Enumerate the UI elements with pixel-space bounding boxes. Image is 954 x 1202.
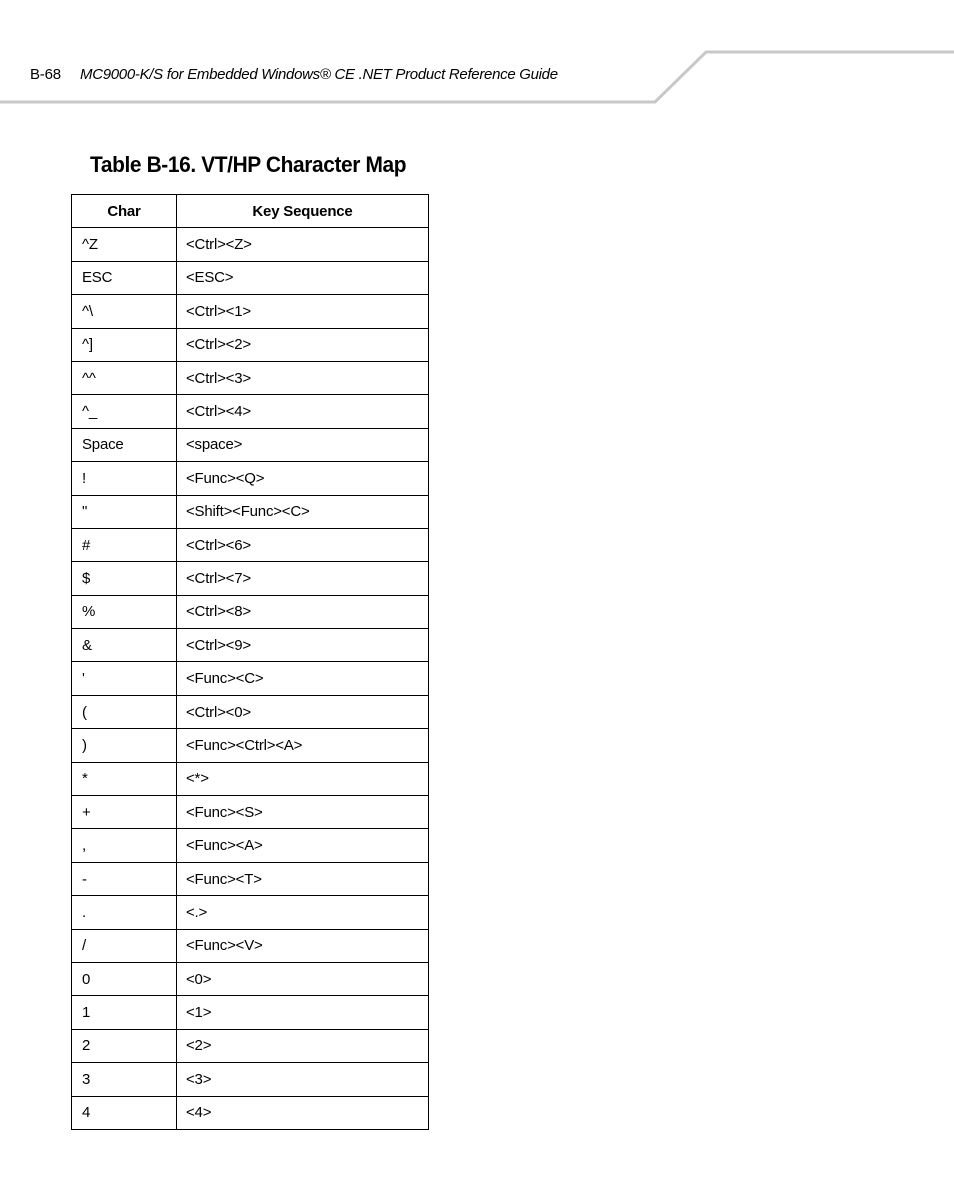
table-row [72,1063,429,1096]
char-cell: Space [72,428,177,461]
table-row [72,729,429,762]
key-sequence-cell: <1> [177,996,429,1029]
key-sequence-cell: <Shift><Func><C> [177,495,429,528]
key-sequence-cell: <*> [177,762,429,795]
char-cell: # [72,528,177,561]
char-cell: ! [72,462,177,495]
char-cell: ) [72,729,177,762]
table-row [72,261,429,294]
char-cell: ^Z [72,228,177,261]
column-header-char: Char [72,195,177,228]
table-row [72,395,429,428]
table-row [72,595,429,628]
char-cell: & [72,629,177,662]
char-cell: 3 [72,1063,177,1096]
key-sequence-cell: <ESC> [177,261,429,294]
table-row [72,762,429,795]
key-sequence-cell: <Ctrl><Z> [177,228,429,261]
key-sequence-cell: <.> [177,896,429,929]
char-cell: ^] [72,328,177,361]
key-sequence-cell: <Ctrl><3> [177,361,429,394]
table-row [72,295,429,328]
char-cell: / [72,929,177,962]
table-row [72,462,429,495]
table-row [72,862,429,895]
key-sequence-cell: <space> [177,428,429,461]
char-cell: 1 [72,996,177,1029]
key-sequence-cell: <Ctrl><7> [177,562,429,595]
char-cell: ^_ [72,395,177,428]
char-cell: 0 [72,962,177,995]
table-row [72,562,429,595]
table-row [72,929,429,962]
char-cell: " [72,495,177,528]
char-cell: $ [72,562,177,595]
page-number: B-68 [30,66,61,83]
table-row [72,629,429,662]
key-sequence-cell: <Func><A> [177,829,429,862]
table-row [72,662,429,695]
char-cell: ESC [72,261,177,294]
key-sequence-cell: <Ctrl><0> [177,695,429,728]
key-sequence-cell: <Func><Ctrl><A> [177,729,429,762]
char-cell: % [72,595,177,628]
char-cell: 2 [72,1029,177,1062]
table-body [72,228,429,1130]
key-sequence-cell: <Func><V> [177,929,429,962]
table-row [72,829,429,862]
character-map-table [71,194,429,1130]
table-title: Table B-16. VT/HP Character Map [90,152,407,177]
key-sequence-cell: <Func><Q> [177,462,429,495]
char-cell: ^^ [72,361,177,394]
key-sequence-cell: <Func><T> [177,862,429,895]
table-row [72,1029,429,1062]
table-row [72,528,429,561]
key-sequence-cell: <Ctrl><4> [177,395,429,428]
table-row [72,328,429,361]
key-sequence-cell: <3> [177,1063,429,1096]
char-cell: ' [72,662,177,695]
table-row [72,495,429,528]
key-sequence-cell: <Ctrl><8> [177,595,429,628]
table-row [72,896,429,929]
table-row [72,228,429,261]
key-sequence-cell: <Func><C> [177,662,429,695]
table-row [72,428,429,461]
char-cell: ( [72,695,177,728]
char-cell: + [72,796,177,829]
char-cell: 4 [72,1096,177,1129]
char-cell: * [72,762,177,795]
table-row [72,695,429,728]
table-row [72,1096,429,1129]
key-sequence-cell: <4> [177,1096,429,1129]
char-cell: ^\ [72,295,177,328]
key-sequence-cell: <Func><S> [177,796,429,829]
table-row [72,796,429,829]
table-row [72,996,429,1029]
char-cell: , [72,829,177,862]
char-cell: . [72,896,177,929]
key-sequence-cell: <Ctrl><2> [177,328,429,361]
table-row [72,361,429,394]
table-row [72,962,429,995]
key-sequence-cell: <Ctrl><1> [177,295,429,328]
header-rule [0,0,954,110]
key-sequence-cell: <Ctrl><6> [177,528,429,561]
column-header-key-sequence: Key Sequence [177,195,429,228]
char-cell: - [72,862,177,895]
key-sequence-cell: <Ctrl><9> [177,629,429,662]
table-header-row [72,195,429,228]
key-sequence-cell: <0> [177,962,429,995]
guide-title: MC9000-K/S for Embedded Windows® CE .NET Product Reference Guide [80,66,558,83]
key-sequence-cell: <2> [177,1029,429,1062]
